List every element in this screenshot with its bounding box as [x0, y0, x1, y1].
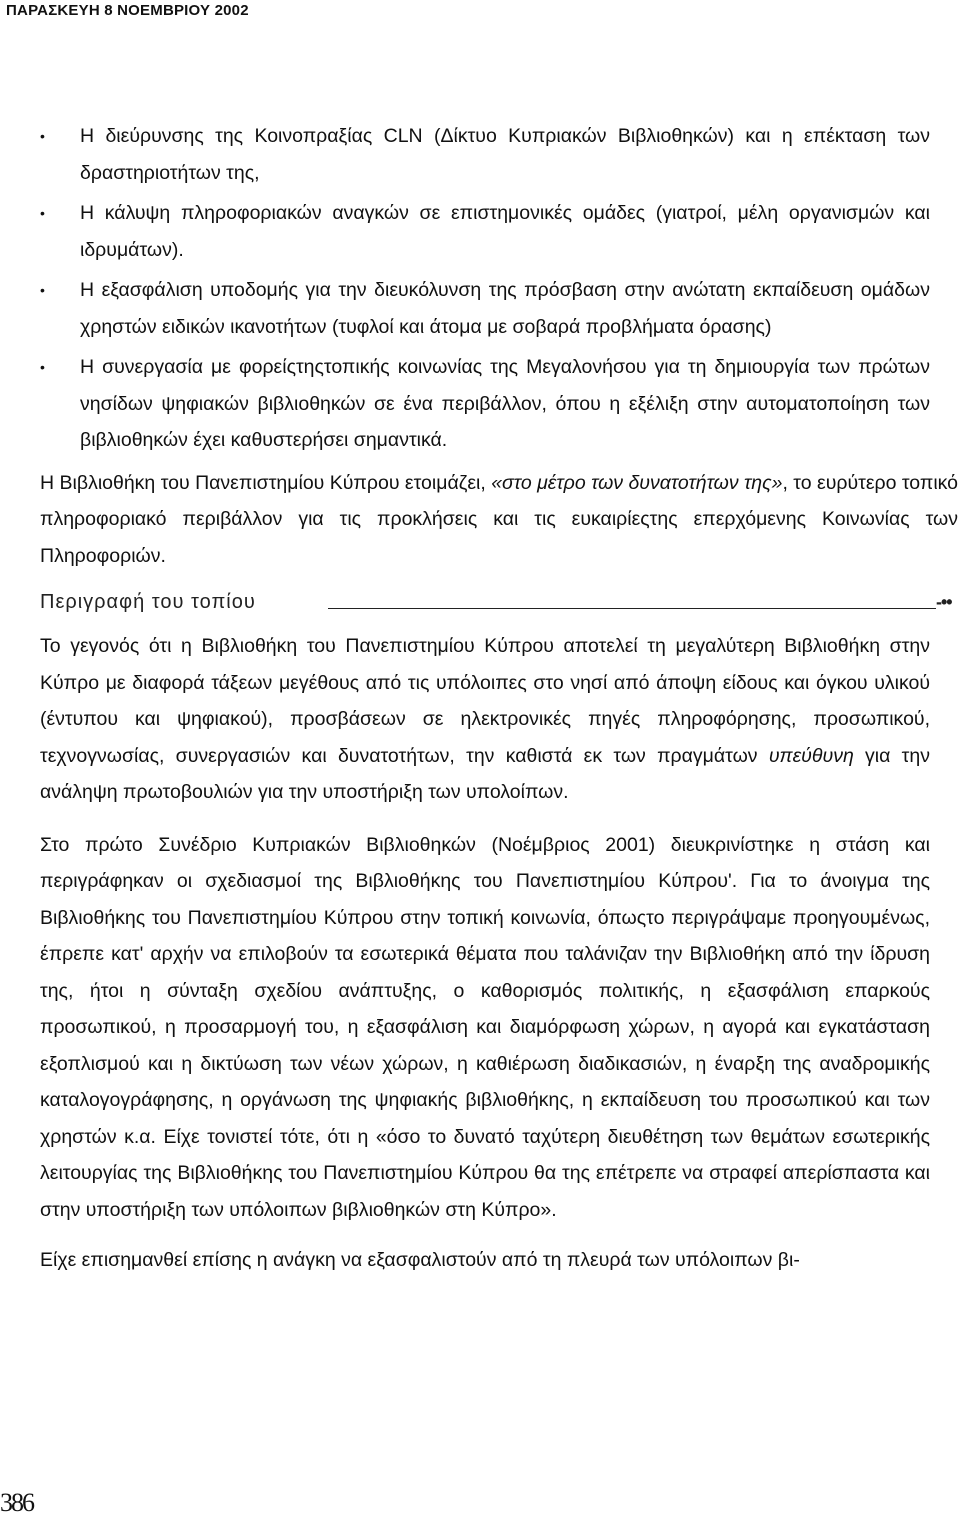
list-item: [40, 272, 930, 345]
bullet-text: Η κάλυψη πληροφοριακών αναγκών σε επιστημονικές ομάδες (γιατροί, μέλη οργανισμών και ιδρυμάτων).: [80, 202, 930, 261]
bullet-list: [40, 118, 930, 459]
bullet-icon: •: [40, 205, 45, 221]
bullet-text: Η εξασφάλιση υποδομής για την διευκόλυνση της πρόσβαση στην ανώτατη εκπαίδευση ομάδων χρηστών ειδικών ικανοτήτων (τυφλοί και άτομα με σοβαρά προβλήματα όρασης): [80, 279, 930, 338]
landscape-text-end: για την ανάληψη πρωτοβουλιών για την υποστήριξη των υπολοίπων.: [40, 744, 930, 803]
intro-quote: «στο μέτρο των δυνατοτήτων της»: [491, 471, 783, 494]
section-heading: [40, 584, 952, 620]
bullet-text: Η συνεργασία με φορείςτηςτοπικής κοινωνίας της Μεγαλονήσου για τη δημιουργία των πρώτων νησίδων ψηφιακών βιβλιοθηκών σε ένα περιβάλλον, όπου η εξέλιξη στην αυτοματοποίηση των βιβλιοθηκών έχει καθυστερήσει σημαντικά.: [80, 356, 930, 451]
page-header-date: ΠΑΡΑΣΚΕΥΗ 8 ΝΟΕΜΒΡΙΟΥ 2002: [6, 2, 249, 19]
heading-rule: [328, 608, 936, 609]
closing-paragraph: Είχε επισημανθεί επίσης η ανάγκη να εξασφαλιστούν από τη πλευρά των υπόλοιπων βι-: [40, 1249, 800, 1271]
landscape-emphasis: υπεύθυνη: [768, 744, 854, 767]
section-title: Περιγραφή του τοπίου: [40, 591, 256, 613]
list-item: [40, 349, 930, 459]
bullet-text: Η διεύρυνσης της Κοινοπραξίας CLN (Δίκτυο Κυπριακών Βιβλιοθηκών) και η επέκταση των δραστηριοτήτων της,: [80, 125, 930, 184]
intro-text-end: , το ευρύτερο τοπικό πληροφοριακό περιβάλλον για τις προκλήσεις και τις ευκαιρίεςτης επερχόμενης Κοινωνίας των Πληροφοριών.: [40, 471, 959, 567]
page-number: 386: [0, 1488, 33, 1517]
intro-text-start: Η Βιβλιοθήκη του Πανεπιστημίου Κύπρου ετοιμάζει,: [40, 471, 492, 494]
landscape-text-start: Το γεγονός ότι η Βιβλιοθήκη του Πανεπιστημίου Κύπρου αποτελεί τη μεγαλύτερη Βιβλιοθήκη στην Κύπρο με διαφορά τάξεων μεγέθους από τις υπόλοιπες στο νησί από άποψη είδους και όγκου υλικού (έντυπου και ψηφιακού), προσβάσεων σε ηλεκτρονικές πηγές πληροφόρησης, προσωπικού, τεχνογνωσίας, συνεργασιών και δυνατοτήτων, την καθιστά εκ των πραγμάτων: [40, 635, 930, 767]
list-item: [40, 195, 930, 268]
bullet-icon: •: [40, 359, 45, 375]
landscape-paragraph: [40, 628, 930, 811]
list-item: [40, 118, 930, 191]
page-body: [40, 118, 959, 1279]
bullet-icon: •: [40, 128, 45, 144]
bullet-icon: •: [40, 282, 45, 298]
congress-paragraph: Στο πρώτο Συνέδριο Κυπριακών Βιβλιοθηκών (Νοέμβριος 2001) διευκρινίστηκε η στάση και περιγράφηκαν οι σχεδιασμοί της Βιβλιοθήκης του Πανεπιστημίου Κύπρου'. Για το άνοιγμα της Βιβλιοθήκης του Πανεπιστημίου Κύπρου στην τοπική κοινωνία, όπωςτο περιγράψαμε προηγουμένως, έπρεπε κατ' αρχήν να επιλοβούν τα εσωτερικά θέματα που ταλάνιζαν την Βιβλιοθήκη από την ίδρυση της, ήτοι η σύνταξη σχεδίου ανάπτυξης, ο καθορισμός πολιτικής, η εξασφάλιση επαρκούς προσωπικού, η προσαρμογή του, η εξασφάλιση και διαμόρφωση χώρων, η αγορά και εγκατάσταση εξοπλισμού και η δικτύωση των νέων χώρων, η καθιέρωση διαδικασιών, η έναρξη της αναδρομικής καταλογογράφησης, η οργάνωση της ψηφιακής βιβλιοθήκης, η εκπαίδευση του προσωπικού και των χρηστών κ.α. Είχε τονιστεί τότε, ότι η «όσο το δυνατό ταχύτερη διευθέτηση των θεμάτων εσωτερικής λειτουργίας της Βιβλιοθήκης του Πανεπιστημίου Κύπρου θα της επέτρεπε να στραφεί απερίσπαστα και στην υποστήριξη των υπόλοιπων βιβλιοθηκών στη Κύπρο».: [40, 833, 930, 1221]
intro-paragraph: [40, 465, 958, 575]
heading-marks: -••: [936, 592, 952, 612]
